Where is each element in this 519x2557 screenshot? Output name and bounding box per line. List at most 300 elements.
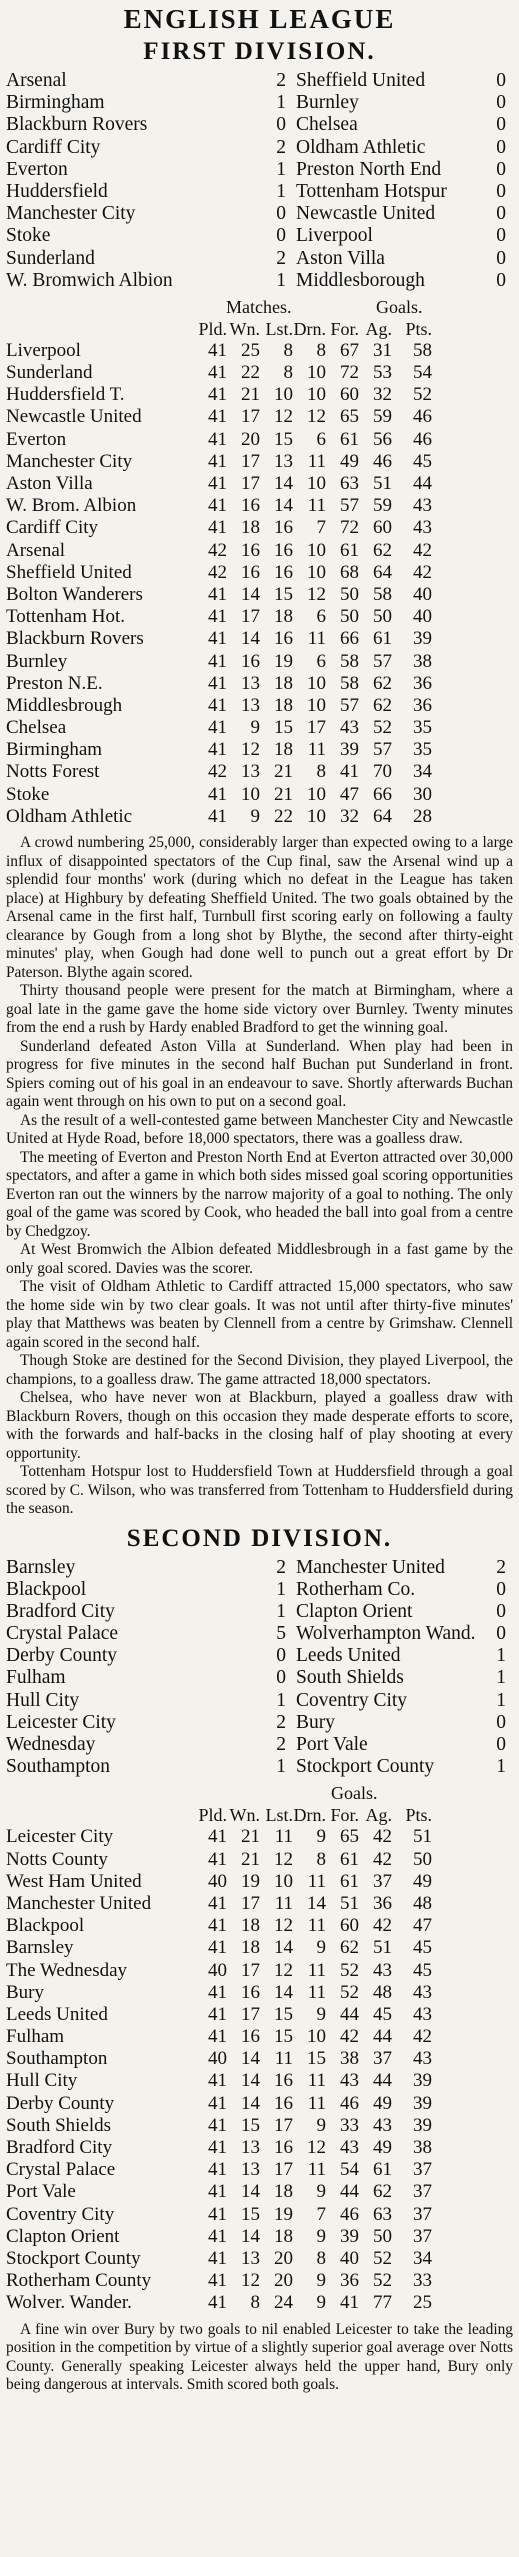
stat-cell: 10 — [307, 672, 326, 694]
stat-cell: 41 — [208, 2092, 227, 2114]
stat-cell: 14 — [241, 583, 260, 605]
stat-cell: 8 — [283, 339, 293, 361]
table-row — [6, 2048, 513, 2070]
stat-cell: 37 — [413, 2181, 432, 2203]
stat-cell: 13 — [241, 2159, 260, 2181]
home-score: 2 — [276, 70, 286, 91]
stat-cell: 42 — [340, 2026, 359, 2048]
stat-cell: 41 — [208, 362, 227, 384]
stat-cell: 21 — [241, 384, 260, 406]
table-row — [6, 429, 513, 451]
column-header: Drn. — [293, 1805, 326, 1826]
table-row — [6, 517, 513, 539]
table-row — [6, 2159, 513, 2181]
stat-cell: 15 — [274, 428, 293, 450]
stat-cell: 20 — [274, 2247, 293, 2269]
stat-cell: 13 — [241, 761, 260, 783]
stat-cell: 16 — [241, 539, 260, 561]
team-name: Wolver. Wander. — [6, 2292, 132, 2314]
away-team: Aston Villa — [296, 247, 385, 269]
stat-cell: 17 — [241, 450, 260, 472]
away-team: Stockport County — [296, 1756, 435, 1778]
stat-cell: 51 — [413, 1826, 432, 1848]
team-name: Oldham Athletic — [6, 805, 133, 827]
stat-cell: 10 — [307, 384, 326, 406]
stat-cell: 52 — [373, 2247, 392, 2269]
table-row — [6, 2026, 513, 2048]
stat-cell: 12 — [274, 406, 293, 428]
stat-cell: 64 — [373, 805, 392, 827]
first-division-heading: FIRST DIVISION. — [143, 38, 376, 65]
home-score: 0 — [276, 114, 286, 136]
home-team: Southampton — [6, 1756, 111, 1778]
result-row — [6, 1667, 513, 1689]
result-row — [6, 248, 513, 270]
stat-cell: 52 — [373, 717, 392, 739]
stat-cell: 16 — [274, 539, 293, 561]
first-division-report — [6, 834, 513, 1519]
stat-cell: 18 — [274, 672, 293, 694]
stat-cell: 11 — [307, 628, 326, 650]
home-score: 1 — [276, 1600, 286, 1622]
stat-cell: 16 — [241, 495, 260, 517]
team-name: Liverpool — [6, 339, 81, 361]
stat-cell: 44 — [340, 2181, 359, 2203]
stat-cell: 21 — [274, 783, 293, 805]
stat-cell: 57 — [373, 739, 392, 761]
away-team: Rotherham Co. — [296, 1578, 416, 1600]
stat-cell: 10 — [274, 1870, 293, 1892]
stat-cell: 46 — [413, 406, 432, 428]
stat-cell: 50 — [413, 1848, 432, 1870]
away-score: 0 — [496, 114, 506, 136]
stat-cell: 43 — [340, 2070, 359, 2092]
result-row — [6, 1756, 513, 1778]
stat-cell: 37 — [373, 2048, 392, 2070]
table-row — [6, 473, 513, 495]
home-team: Arsenal — [6, 70, 67, 91]
team-name: Chelsea — [6, 717, 67, 739]
stat-cell: 39 — [340, 739, 359, 761]
away-score: 1 — [496, 1756, 506, 1778]
stat-cell: 9 — [316, 2003, 326, 2025]
table-row — [6, 2204, 513, 2226]
stat-cell: 41 — [208, 2181, 227, 2203]
stat-cell: 57 — [340, 694, 359, 716]
stat-cell: 25 — [413, 2292, 432, 2314]
home-score: 2 — [276, 1556, 286, 1578]
stat-cell: 61 — [373, 628, 392, 650]
stat-cell: 61 — [373, 2159, 392, 2181]
away-team: Bury — [296, 1711, 335, 1733]
away-score: 0 — [496, 203, 506, 225]
team-name: W. Brom. Albion — [6, 495, 137, 517]
table-header — [6, 318, 513, 340]
stat-cell: 36 — [413, 672, 432, 694]
away-score: 0 — [496, 1600, 506, 1622]
stat-cell: 72 — [340, 362, 359, 384]
stat-cell: 41 — [208, 495, 227, 517]
stat-cell: 62 — [373, 672, 392, 694]
stat-cell: 9 — [316, 2181, 326, 2203]
stat-cell: 41 — [208, 694, 227, 716]
stat-cell: 16 — [241, 650, 260, 672]
team-name: Preston N.E. — [6, 672, 103, 694]
stat-cell: 11 — [307, 1981, 326, 2003]
result-row — [6, 225, 513, 247]
stat-cell: 12 — [274, 1848, 293, 1870]
table-row — [6, 2248, 513, 2270]
stat-cell: 41 — [208, 473, 227, 494]
stat-cell: 11 — [307, 1870, 326, 1892]
stat-cell: 43 — [413, 2048, 432, 2070]
home-score: 1 — [276, 269, 286, 291]
away-team: Oldham Athletic — [296, 136, 426, 158]
stat-cell: 50 — [373, 606, 392, 628]
table-row — [6, 1871, 513, 1893]
stat-cell: 43 — [340, 2137, 359, 2158]
stat-cell: 15 — [274, 2003, 293, 2025]
report-paragraph: At West Bromwich the Albion defeated Middlesbrough in a fast game by the only goal scored. Davies was the scorer. — [6, 1241, 513, 1277]
stat-cell: 18 — [241, 1915, 260, 1937]
stat-cell: 52 — [340, 1981, 359, 2003]
table-row — [6, 784, 513, 806]
stat-cell: 59 — [373, 406, 392, 428]
column-header: Pts. — [405, 318, 432, 339]
stat-cell: 41 — [208, 717, 227, 739]
away-score: 0 — [496, 1578, 506, 1600]
stat-cell: 19 — [241, 1870, 260, 1892]
table-row — [6, 1826, 513, 1848]
stat-cell: 12 — [274, 1915, 293, 1937]
stat-cell: 10 — [307, 783, 326, 805]
away-score: 0 — [496, 1623, 506, 1645]
stat-cell: 14 — [241, 2092, 260, 2114]
away-score: 0 — [496, 1734, 506, 1755]
away-team: Sheffield United — [296, 70, 426, 91]
report-paragraph: Sunderland defeated Aston Villa at Sunderland. When play had been in progress for five minutes in the second half Buchan put Sunderland in front. Spiers coming out of his goal in an endeavour to save. Shortly afterwards Buchan again went through on his own to put on a second goal. — [6, 1037, 513, 1110]
stat-cell: 41 — [208, 2003, 227, 2025]
stat-cell: 42 — [373, 1848, 392, 1870]
stat-cell: 40 — [208, 1870, 227, 1892]
stat-cell: 44 — [373, 2026, 392, 2048]
stat-cell: 59 — [373, 495, 392, 517]
team-name: Bradford City — [6, 2137, 113, 2158]
result-row — [6, 70, 513, 92]
stat-cell: 39 — [413, 2114, 432, 2136]
column-header: Lst. — [265, 1805, 293, 1826]
stat-cell: 41 — [208, 2203, 227, 2225]
stat-cell: 17 — [241, 2003, 260, 2025]
table-row — [6, 2004, 513, 2026]
column-header: Pts. — [405, 1805, 432, 1826]
team-name: Blackpool — [6, 1915, 85, 1937]
stat-cell: 11 — [307, 2159, 326, 2181]
stat-cell: 19 — [274, 650, 293, 672]
stat-cell: 37 — [413, 2159, 432, 2181]
stat-cell: 12 — [307, 2137, 326, 2158]
table-row — [6, 761, 513, 783]
stat-cell: 45 — [413, 450, 432, 472]
stat-cell: 41 — [208, 1826, 227, 1848]
stat-cell: 41 — [208, 628, 227, 650]
stat-cell: 49 — [373, 2092, 392, 2114]
stat-cell: 10 — [307, 805, 326, 827]
team-name: Notts Forest — [6, 761, 100, 783]
away-score: 2 — [496, 1556, 506, 1578]
stat-cell: 46 — [340, 2092, 359, 2114]
home-score: 5 — [276, 1623, 286, 1645]
stat-cell: 14 — [241, 2181, 260, 2203]
result-row — [6, 1690, 513, 1712]
stat-cell: 62 — [340, 1937, 359, 1959]
stat-cell: 68 — [340, 561, 359, 583]
stat-cell: 41 — [208, 805, 227, 827]
stat-cell: 11 — [307, 1915, 326, 1937]
stat-cell: 10 — [307, 473, 326, 494]
stat-cell: 62 — [373, 694, 392, 716]
stat-cell: 30 — [413, 783, 432, 805]
table-row — [6, 2292, 513, 2314]
stat-cell: 39 — [340, 2225, 359, 2247]
stat-cell: 46 — [373, 450, 392, 472]
stat-cell: 45 — [413, 1937, 432, 1959]
stat-cell: 41 — [208, 1937, 227, 1959]
team-name: Cardiff City — [6, 517, 99, 539]
stat-cell: 51 — [373, 473, 392, 494]
stat-cell: 16 — [241, 561, 260, 583]
away-score: 0 — [496, 247, 506, 269]
table-row — [6, 406, 513, 428]
stat-cell: 41 — [208, 2247, 227, 2269]
stat-cell: 41 — [208, 2225, 227, 2247]
away-score: 0 — [496, 136, 506, 158]
stat-cell: 17 — [241, 1892, 260, 1914]
second-table-group-header — [6, 1782, 513, 1804]
stat-cell: 37 — [413, 2225, 432, 2247]
stat-cell: 40 — [208, 1959, 227, 1981]
team-column-header — [6, 318, 194, 340]
home-team: Crystal Palace — [6, 1623, 119, 1645]
stat-cell: 50 — [340, 583, 359, 605]
stat-cell: 16 — [274, 628, 293, 650]
stat-cell: 38 — [413, 650, 432, 672]
stat-cell: 18 — [274, 2225, 293, 2247]
table-row — [6, 1915, 513, 1937]
stat-cell: 18 — [241, 517, 260, 539]
column-header: Lst. — [265, 318, 293, 339]
stat-cell: 11 — [307, 2070, 326, 2092]
table-row — [6, 739, 513, 761]
stat-cell: 47 — [340, 783, 359, 805]
stat-cell: 15 — [274, 717, 293, 739]
away-score: 0 — [496, 269, 506, 291]
stat-cell: 44 — [340, 2003, 359, 2025]
table-row — [6, 1937, 513, 1959]
stat-cell: 42 — [413, 2026, 432, 2048]
away-team: Manchester United — [296, 1556, 445, 1578]
home-score: 0 — [276, 203, 286, 225]
result-row — [6, 1579, 513, 1601]
stat-cell: 41 — [208, 2137, 227, 2158]
stat-cell: 15 — [307, 2048, 326, 2070]
home-team: W. Bromwich Albion — [6, 269, 173, 291]
result-row — [6, 159, 513, 181]
stat-cell: 22 — [241, 362, 260, 384]
stat-cell: 6 — [316, 650, 326, 672]
report-paragraph: Though Stoke are destined for the Second Division, they played Liverpool, the champions, to a goalless draw. The game attracted 18,000 spectators. — [6, 1352, 513, 1388]
table-row — [6, 2115, 513, 2137]
stat-cell: 58 — [373, 583, 392, 605]
stat-cell: 52 — [413, 384, 432, 406]
stat-cell: 62 — [373, 539, 392, 561]
stat-cell: 41 — [208, 1892, 227, 1914]
stat-cell: 43 — [340, 717, 359, 739]
stat-cell: 70 — [373, 761, 392, 783]
stat-cell: 51 — [340, 1892, 359, 1914]
first-table-group-header — [6, 296, 513, 318]
stat-cell: 54 — [413, 362, 432, 384]
column-header: Ag. — [365, 318, 392, 339]
table-row — [6, 606, 513, 628]
away-team: Newcastle United — [296, 203, 436, 225]
stat-cell: 61 — [340, 428, 359, 450]
stat-cell: 43 — [413, 517, 432, 539]
stat-cell: 7 — [316, 517, 326, 539]
home-score: 1 — [276, 1689, 286, 1711]
stat-cell: 8 — [316, 339, 326, 361]
home-team: Sunderland — [6, 247, 95, 269]
stat-cell: 10 — [307, 561, 326, 583]
away-team: Burnley — [296, 92, 359, 114]
team-name: Southampton — [6, 2048, 108, 2070]
stat-cell: 49 — [340, 450, 359, 472]
stat-cell: 45 — [413, 1959, 432, 1981]
stat-cell: 42 — [413, 561, 432, 583]
table-row — [6, 2137, 513, 2159]
stat-cell: 8 — [316, 761, 326, 783]
stat-cell: 58 — [413, 339, 432, 361]
stat-cell: 48 — [373, 1981, 392, 2003]
stat-cell: 9 — [250, 717, 260, 739]
home-score: 0 — [276, 1667, 286, 1689]
stat-cell: 48 — [413, 1892, 432, 1914]
home-score: 2 — [276, 136, 286, 158]
away-team: South Shields — [296, 1667, 404, 1689]
stat-cell: 34 — [413, 761, 432, 783]
stat-cell: 54 — [340, 2159, 359, 2181]
report-paragraph: Chelsea, who have never won at Blackburn, played a goalless draw with Blackburn Rovers, though on this occasion they made desperate efforts to score, with the forwards and half-backs in the closing half of play shooting at every opportunity. — [6, 1389, 513, 1462]
team-name: Derby County — [6, 2092, 115, 2114]
stat-cell: 16 — [241, 1981, 260, 2003]
stat-cell: 41 — [208, 1915, 227, 1937]
stat-cell: 18 — [274, 739, 293, 761]
stat-cell: 42 — [373, 1826, 392, 1848]
stat-cell: 39 — [413, 2092, 432, 2114]
stat-cell: 9 — [316, 2114, 326, 2136]
stat-cell: 9 — [316, 2270, 326, 2292]
home-score: 1 — [276, 158, 286, 180]
stat-cell: 10 — [307, 539, 326, 561]
table-row — [6, 384, 513, 406]
stat-cell: 14 — [241, 628, 260, 650]
stat-cell: 38 — [340, 2048, 359, 2070]
team-name: Clapton Orient — [6, 2225, 120, 2247]
stat-cell: 36 — [413, 694, 432, 716]
stat-cell: 9 — [316, 2225, 326, 2247]
home-team: Birmingham — [6, 92, 105, 114]
away-score: 1 — [496, 1667, 506, 1689]
stat-cell: 13 — [241, 2247, 260, 2269]
team-name: Bolton Wanderers — [6, 583, 143, 605]
stat-cell: 16 — [241, 2026, 260, 2048]
stat-cell: 50 — [340, 606, 359, 628]
stat-cell: 45 — [373, 2003, 392, 2025]
stat-cell: 10 — [307, 694, 326, 716]
team-name: Port Vale — [6, 2181, 76, 2203]
column-header: Pld. — [198, 318, 227, 339]
stat-cell: 58 — [340, 650, 359, 672]
stat-cell: 50 — [373, 2225, 392, 2247]
away-team: Clapton Orient — [296, 1600, 413, 1622]
stat-cell: 15 — [274, 2026, 293, 2048]
first-division-results — [6, 70, 513, 292]
stat-cell: 16 — [274, 2137, 293, 2158]
stat-cell: 49 — [373, 2137, 392, 2158]
away-team: Tottenham Hotspur — [296, 180, 447, 202]
stat-cell: 8 — [283, 362, 293, 384]
stat-cell: 41 — [340, 761, 359, 783]
home-team: Wednesday — [6, 1734, 96, 1755]
result-row — [6, 1712, 513, 1734]
report-paragraph: The visit of Oldham Athletic to Cardiff attracted 15,000 spectators, who saw the home side win by two clear goals. It was not until after thirty-five minutes' play that Matthews was beaten by Clennell from a centre by Grimshaw. Clennell again scored in the second half. — [6, 1278, 513, 1351]
stat-cell: 14 — [241, 2070, 260, 2092]
team-name: Barnsley — [6, 1937, 74, 1959]
team-name: Burnley — [6, 650, 68, 672]
stat-cell: 40 — [340, 2247, 359, 2269]
team-name: Bury — [6, 1981, 44, 2003]
stat-cell: 18 — [274, 694, 293, 716]
away-score: 0 — [496, 92, 506, 114]
stat-cell: 34 — [413, 2247, 432, 2269]
team-name: Blackburn Rovers — [6, 628, 144, 650]
team-name: Birmingham — [6, 739, 103, 761]
team-name: Middlesbrough — [6, 694, 123, 716]
stat-cell: 44 — [373, 2070, 392, 2092]
home-team: Bradford City — [6, 1600, 115, 1622]
stat-cell: 35 — [413, 717, 432, 739]
home-team: Stoke — [6, 225, 51, 247]
stat-cell: 37 — [373, 1870, 392, 1892]
stat-cell: 33 — [340, 2114, 359, 2136]
team-name: Manchester United — [6, 1892, 152, 1914]
team-name: Sheffield United — [6, 561, 132, 583]
away-team: Liverpool — [296, 225, 373, 247]
team-name: Arsenal — [6, 539, 66, 561]
stat-cell: 41 — [208, 672, 227, 694]
column-header: Wn. — [229, 1805, 260, 1826]
result-row — [6, 1623, 513, 1645]
stat-cell: 10 — [274, 384, 293, 406]
goals-label: Goals. — [331, 1783, 378, 1804]
team-name: South Shields — [6, 2114, 112, 2136]
stat-cell: 41 — [340, 2292, 359, 2314]
table-row — [6, 2070, 513, 2092]
stat-cell: 28 — [413, 805, 432, 827]
stat-cell: 44 — [413, 473, 432, 494]
second-division-table — [6, 1804, 513, 2314]
home-score: 0 — [276, 225, 286, 247]
